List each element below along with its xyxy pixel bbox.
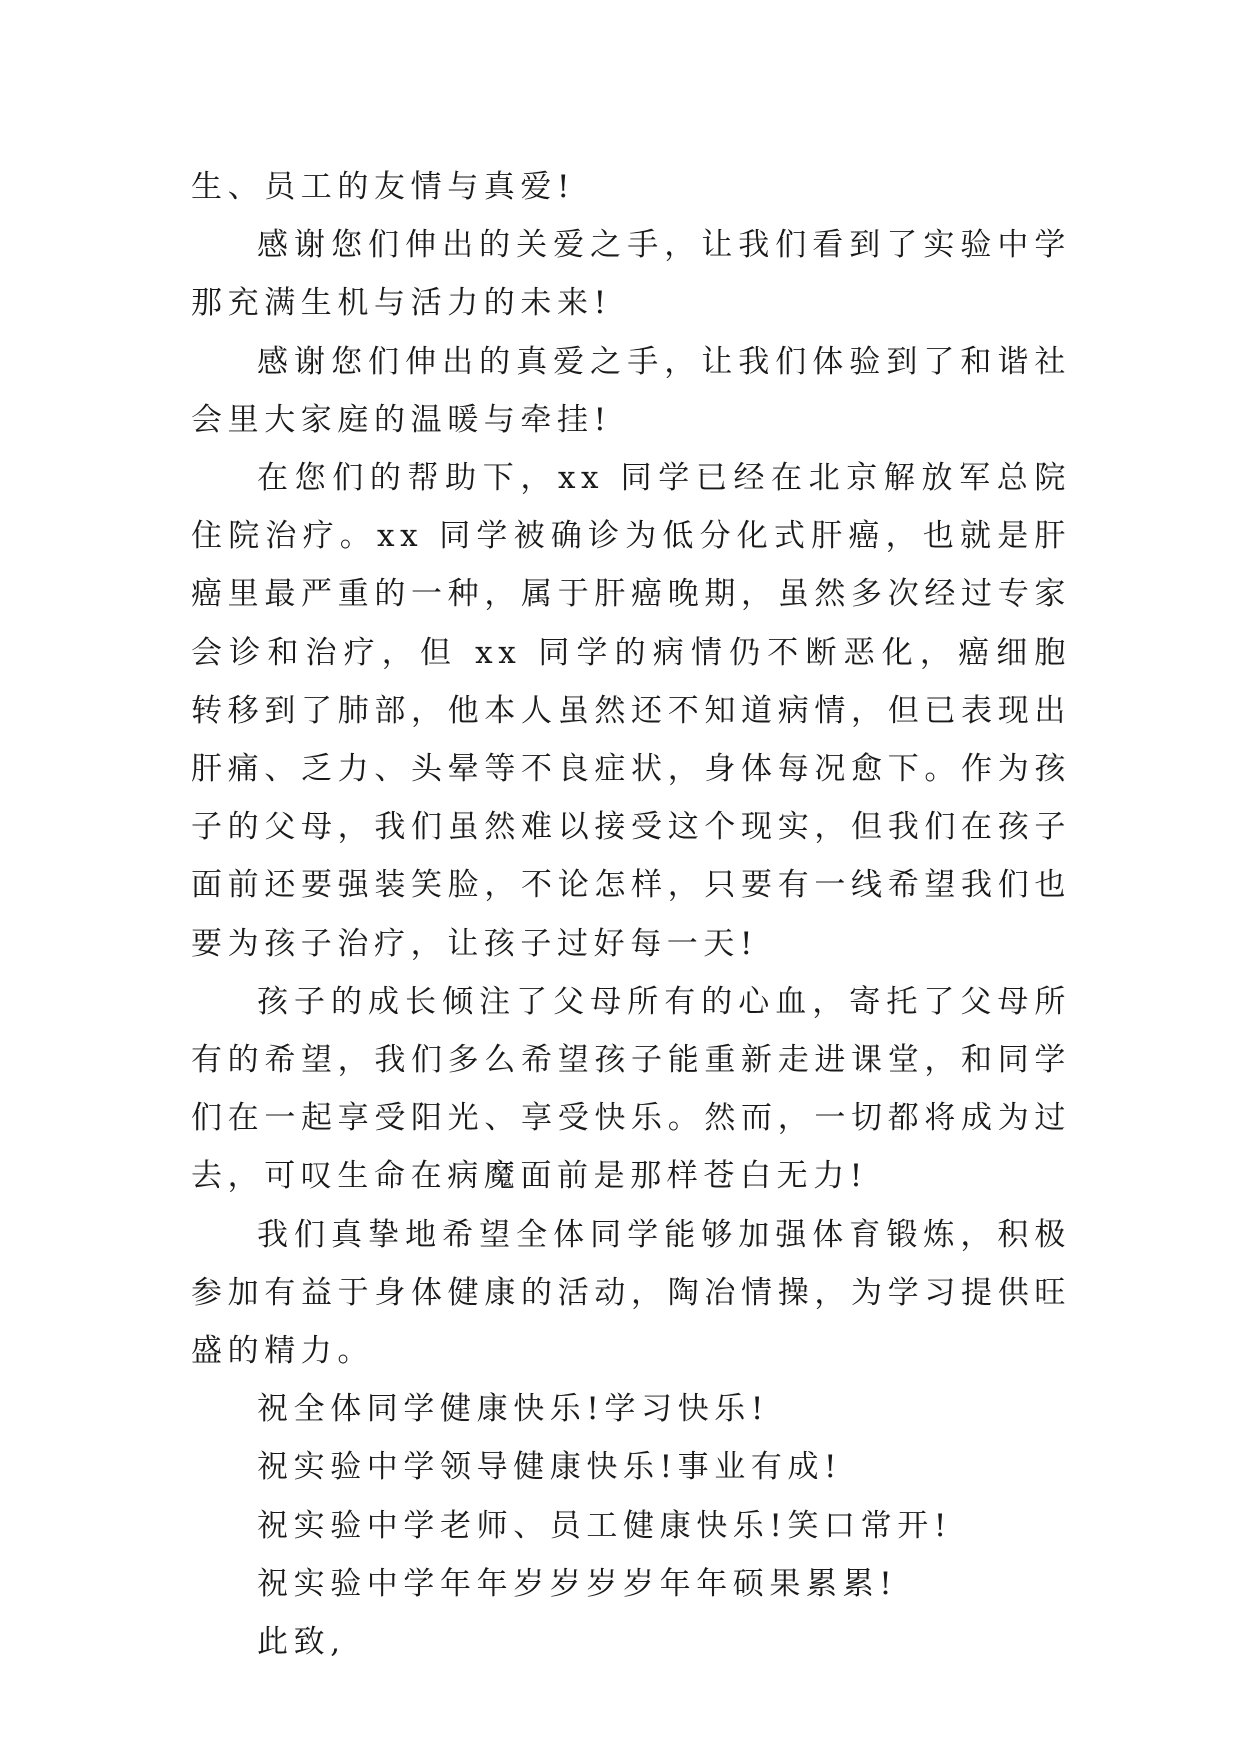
paragraph-6: 我们真挚地希望全体同学能够加强体育锻炼，积极参加有益于身体健康的活动，陶冶情操，为学习提供旺盛的精力。 [191,1216,1071,1370]
paragraph-7: 祝全体同学健康快乐!学习快乐! [257,1391,769,1428]
paragraph-9: 祝实验中学老师、员工健康快乐!笑口常开! [257,1507,952,1544]
document-body [191,158,1071,1671]
paragraph-2: 感谢您们伸出的关爱之手，让我们看到了实验中学那充满生机与活力的未来! [191,227,1071,322]
paragraph-1: 生、员工的友情与真爱! [191,169,576,205]
paragraph-11: 此致, [257,1624,346,1661]
paragraph-3: 感谢您们伸出的真爱之手，让我们体验到了和谐社会里大家庭的温暖与牵挂! [191,343,1071,438]
paragraph-5: 孩子的成长倾注了父母所有的心血，寄托了父母所有的希望，我们多么希望孩子能重新走进课堂，和同学们在一起享受阳光、享受快乐。然而，一切都将成为过去，可叹生命在病魔面前是那样苍白无力! [191,983,1071,1195]
paragraph-8: 祝实验中学领导健康快乐!事业有成! [257,1449,843,1486]
paragraph-10: 祝实验中学年年岁岁岁岁年年硕果累累! [257,1565,898,1602]
paragraph-4: 在您们的帮助下，xx 同学已经在北京解放军总院住院治疗。xx 同学被确诊为低分化式肝癌，也就是肝癌里最严重的一种，属于肝癌晚期，虽然多次经过专家会诊和治疗，但 xx 同学的病情仍不断恶化，癌细胞转移到了肺部，他本人虽然还不知道病情，但已表现出肝痛、乏力、头晕等不良症状，身体每况愈下。作为孩子的父母，我们虽然难以接受这个现实，但我们在孩子面前还要强装笑脸，不论怎样，只要有一线希望我们也要为孩子治疗，让孩子过好每一天! [191,460,1071,962]
